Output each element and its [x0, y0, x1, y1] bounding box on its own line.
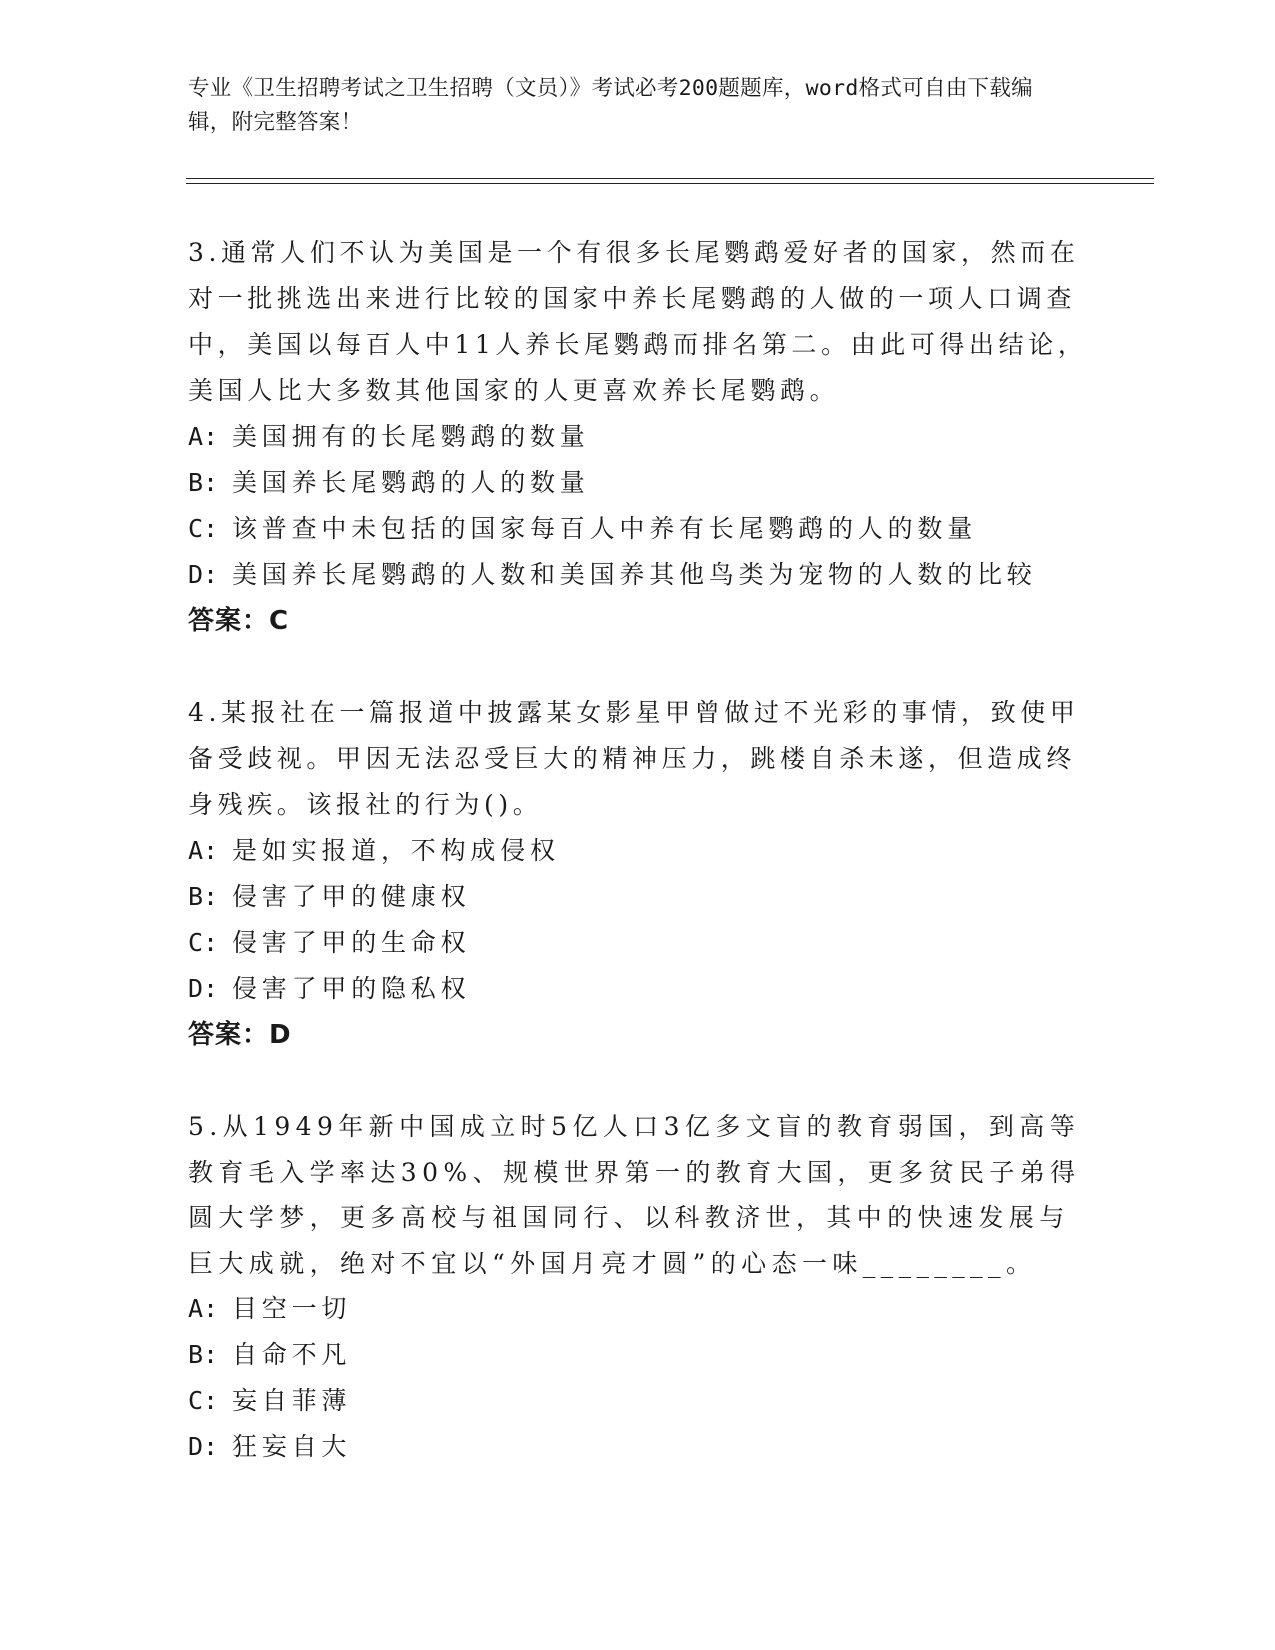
option-letter: C:: [188, 928, 219, 957]
option-a: [188, 414, 1088, 460]
question-stem: 4.某报社在一篇报道中披露某女影星甲曾做过不光彩的事情，致使甲备受歧视。甲因无法忍受巨大的精神压力，跳楼自杀未遂，但造成终身残疾。该报社的行为()。: [188, 698, 1080, 819]
option-text: 自命不凡: [232, 1340, 352, 1369]
option-letter: A:: [188, 422, 219, 451]
option-b: [188, 874, 1088, 920]
option-list: [188, 414, 1088, 598]
answer-label: 答案：D: [188, 1020, 292, 1050]
option-text: 妄自菲薄: [232, 1386, 352, 1415]
option-text: 美国拥有的长尾鹦鹉的数量: [232, 422, 590, 451]
question-3: [188, 230, 1088, 644]
option-letter: C:: [188, 514, 219, 543]
option-d: [188, 1424, 1088, 1470]
header-divider-bottom: [186, 183, 1154, 184]
option-c: [188, 506, 1088, 552]
header-divider-top: [186, 178, 1154, 179]
option-text: 侵害了甲的隐私权: [232, 974, 471, 1003]
option-letter: B:: [188, 1340, 219, 1369]
question-list: [188, 230, 1088, 1516]
question-4: [188, 690, 1088, 1058]
option-a: [188, 1286, 1088, 1332]
question-stem: 3.通常人们不认为美国是一个有很多长尾鹦鹉爱好者的国家，然而在对一批挑选出来进行比较的国家中养长尾鹦鹉的人做的一项人口调查中，美国以每百人中11人养长尾鹦鹉而排名第二。由此可得出结论，美国人比大多数其他国家的人更喜欢养长尾鹦鹉。: [188, 238, 1088, 405]
option-b: [188, 1332, 1088, 1378]
option-letter: D:: [188, 1432, 219, 1461]
answer-label: 答案：C: [188, 606, 290, 636]
option-letter: C:: [188, 1386, 219, 1415]
option-letter: D:: [188, 974, 219, 1003]
option-letter: A:: [188, 1294, 219, 1323]
option-text: 目空一切: [232, 1294, 352, 1323]
option-text: 是如实报道，不构成侵权: [232, 836, 560, 865]
option-list: [188, 1286, 1088, 1470]
option-c: [188, 1378, 1088, 1424]
option-text: 狂妄自大: [232, 1432, 352, 1461]
option-text: 侵害了甲的健康权: [232, 882, 471, 911]
option-b: [188, 460, 1088, 506]
document-header: 专业《卫生招聘考试之卫生招聘（文员）》考试必考200题题库，word格式可自由下载编辑，附完整答案！: [188, 76, 1033, 135]
option-letter: D:: [188, 560, 219, 589]
option-letter: A:: [188, 836, 219, 865]
option-d: [188, 966, 1088, 1012]
question-5: [188, 1104, 1088, 1470]
option-d: [188, 552, 1088, 598]
option-letter: B:: [188, 882, 219, 911]
question-stem: 5.从1949年新中国成立时5亿人口3亿多文盲的教育弱国，到高等教育毛入学率达30%、规模世界第一的教育大国，更多贫民子弟得圆大学梦，更多高校与祖国同行、以科教济世，其中的快速发展与巨大成就，绝对不宜以“外国月亮才圆”的心态一味________。: [188, 1112, 1081, 1278]
option-letter: B:: [188, 468, 219, 497]
option-list: [188, 828, 1088, 1012]
option-text: 美国养长尾鹦鹉的人数和美国养其他鸟类为宠物的人数的比较: [232, 560, 1037, 589]
option-a: [188, 828, 1088, 874]
option-text: 美国养长尾鹦鹉的人的数量: [232, 468, 590, 497]
option-text: 侵害了甲的生命权: [232, 928, 471, 957]
option-text: 该普查中未包括的国家每百人中养有长尾鹦鹉的人的数量: [232, 514, 978, 543]
option-c: [188, 920, 1088, 966]
